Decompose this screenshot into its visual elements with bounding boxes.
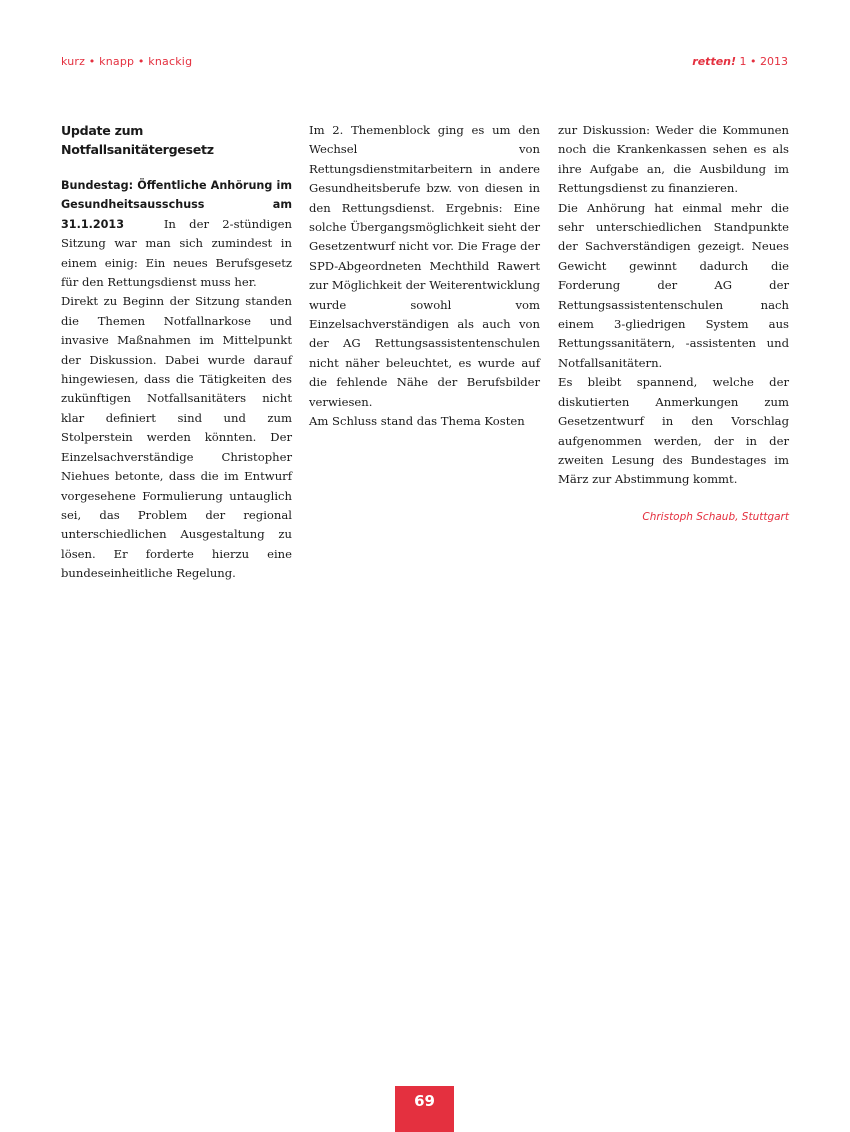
journal-header	[692, 55, 788, 68]
lead-heading: Bundestag: Öffentliche Anhörung im Gesundheitsausschuss am 31.1.2013	[61, 179, 292, 231]
column-1	[61, 121, 292, 584]
paragraph-continued: zur Diskussion: Weder die Kommunen noch die Krankenkassen sehen es als ihre Aufgabe an, die Ausbildung im Rettungsdienst zu finanzieren.	[558, 123, 789, 196]
author-byline: Christoph Schaub, Stuttgart	[642, 510, 789, 523]
lead-paragraph	[61, 176, 292, 292]
lead-text: In der 2-stündigen Sitzung war man sich zumindest in einem einig: Ein neues Berufsgesetz für den Rettungsdienst muss her.	[61, 216, 292, 290]
paragraph-6: Es bleibt spannend, welche der diskutierten Anmerkungen zum Gesetzentwurf in den Vorschlag aufgenommen werden, der in der zweiten Lesung des Bundestages im März zur Abstimmung kommt.	[558, 375, 789, 487]
paragraph-2: Direkt zu Beginn der Sitzung standen die Themen Notfallnarkose und invasive Maßnahmen im Mittelpunkt der Diskussion. Dabei wurde darauf hingewiesen, dass die Tätigkeiten des zukünftigen Notfallsanitäters nicht klar definiert sind und zum Stolperstein werden könnten. Der Einzelsachverständige Christopher Niehues betonte, dass die im Entwurf vorgesehene Formulierung untauglich sei, das Problem der regional unterschiedlichen Ausgestaltung zu lösen. Er forderte hierzu eine bundeseinheitliche Regelung.	[61, 294, 292, 581]
article-title: Update zum Notfallsanitätergesetz	[61, 123, 214, 157]
paragraph-4: Am Schluss stand das Thema Kosten	[309, 414, 525, 429]
section-header: kurz • knapp • knackig	[61, 55, 193, 68]
column-2	[309, 121, 540, 432]
page-number: 69	[395, 1086, 454, 1132]
column-3	[558, 121, 789, 527]
journal-name: retten!	[692, 55, 737, 68]
paragraph-5: Die Anhörung hat einmal mehr die sehr unterschiedlichen Standpunkte der Sachverständigen gezeigt. Neues Gewicht gewinnt dadurch die Forderung der AG der Rettungsassistentenschulen nach einem 3-gliedrigen System aus Rettungssanitätern, -assistenten und Notfallsanitätern.	[558, 200, 789, 370]
paragraph-3: Im 2. Themenblock ging es um den Wechsel von Rettungsdienstmitarbeitern in andere Gesundheitsberufe bzw. von diesen in den Rettungsdienst. Ergebnis: Eine solche Übergangsmöglichkeit sieht der Gesetzentwurf nicht vor. Die Frage der SPD-Abgeordneten Mechthild Rawert zur Möglichkeit der Weiterentwicklung wurde sowohl vom Einzelsachverständigen als auch von der AG Rettungsassistentenschulen nicht näher beleuchtet, es wurde auf die fehlende Nähe der Berufsbilder verwiesen.	[309, 123, 540, 409]
issue-label: 1 • 2013	[739, 55, 788, 68]
